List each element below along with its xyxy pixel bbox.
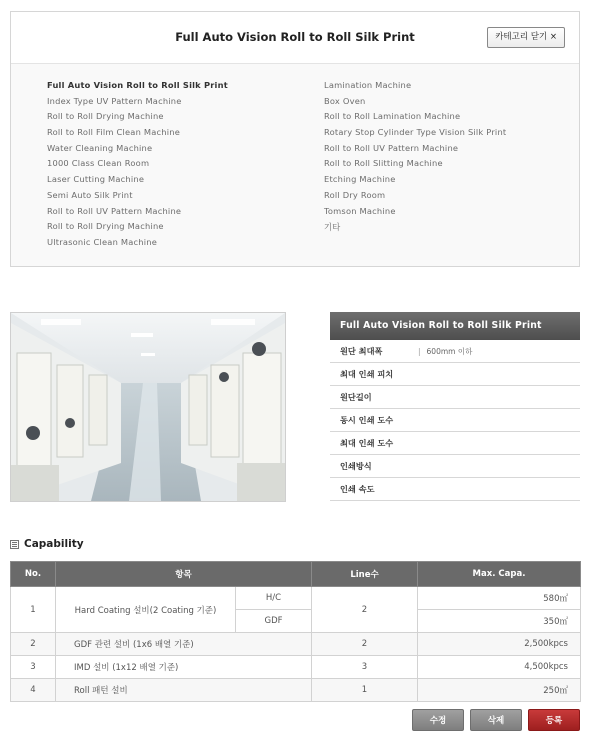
category-item[interactable]: Tomson Machine — [324, 205, 396, 216]
spec-row — [330, 386, 580, 409]
category-item[interactable]: Lamination Machine — [324, 80, 412, 90]
category-item[interactable]: Full Auto Vision Roll to Roll Silk Print — [47, 80, 228, 90]
row-capa: 4,500kpcs — [418, 656, 581, 679]
capability-table — [10, 561, 581, 702]
clean-room-image — [11, 313, 285, 501]
header-item: 항목 — [56, 562, 312, 587]
row-line: 1 — [312, 679, 418, 702]
spec-label: 원단길이 — [340, 392, 372, 402]
category-item[interactable]: Roll to Roll Drying Machine — [47, 111, 164, 122]
category-header — [11, 12, 579, 64]
spec-panel — [330, 312, 580, 501]
spec-row — [330, 432, 580, 455]
table-row — [11, 679, 581, 702]
document-icon — [10, 540, 19, 549]
row-capa: 250㎡ — [418, 679, 581, 702]
category-item[interactable]: Rotary Stop Cylinder Type Vision Silk Print — [324, 127, 507, 138]
spec-row — [330, 363, 580, 386]
category-column-right — [324, 80, 506, 237]
row-no: 4 — [11, 679, 56, 702]
product-name: Full Auto Vision Roll to Roll Silk Print — [330, 312, 580, 340]
category-item[interactable]: Laser Cutting Machine — [47, 174, 145, 185]
row-item: Roll 패턴 설비 — [56, 679, 312, 702]
category-item[interactable]: Roll to Roll Slitting Machine — [324, 158, 443, 169]
spec-row — [330, 340, 580, 363]
header-line: Line수 — [312, 562, 418, 587]
category-item[interactable]: Roll to Roll UV Pattern Machine — [324, 142, 459, 153]
table-header-row — [11, 562, 581, 587]
edit-button[interactable]: 수정 — [412, 709, 464, 731]
action-buttons — [412, 709, 580, 731]
table-row — [11, 587, 581, 610]
row-capa: 2,500kpcs — [418, 633, 581, 656]
row-sub: GDF — [236, 610, 312, 633]
spec-label: 최대 인쇄 도수 — [340, 438, 394, 448]
row-line: 2 — [312, 633, 418, 656]
category-item[interactable]: Ultrasonic Clean Machine — [47, 236, 158, 247]
row-line: 2 — [312, 587, 418, 633]
row-no: 2 — [11, 633, 56, 656]
row-no: 3 — [11, 656, 56, 679]
row-capa: 350㎡ — [418, 610, 581, 633]
spec-label: 인쇄방식 — [340, 461, 372, 471]
category-item[interactable]: Etching Machine — [324, 174, 396, 185]
spec-label: 인쇄 속도 — [340, 484, 375, 494]
category-item[interactable]: Roll to Roll Drying Machine — [47, 221, 164, 232]
capability-heading — [10, 536, 84, 552]
table-row — [11, 633, 581, 656]
category-item[interactable]: Roll to Roll Film Clean Machine — [47, 127, 181, 138]
row-sub: H/C — [236, 587, 312, 610]
spec-value-text: 600mm 이하 — [426, 347, 473, 356]
category-item[interactable]: Index Type UV Pattern Machine — [47, 95, 182, 106]
category-column-left — [47, 80, 228, 253]
table-row — [11, 656, 581, 679]
category-item[interactable]: Water Cleaning Machine — [47, 142, 153, 153]
spec-row — [330, 455, 580, 478]
spec-label: 동시 인쇄 도수 — [340, 415, 394, 425]
spec-value: | 600mm 이하 — [418, 347, 473, 356]
row-line: 3 — [312, 656, 418, 679]
spec-row — [330, 478, 580, 501]
category-item[interactable]: Semi Auto Silk Print — [47, 189, 133, 200]
category-item[interactable]: Roll to Roll UV Pattern Machine — [47, 205, 182, 216]
delete-button[interactable]: 삭제 — [470, 709, 522, 731]
row-item: IMD 설비 (1x12 배열 기준) — [56, 656, 312, 679]
row-no: 1 — [11, 587, 56, 633]
category-item[interactable]: 1000 Class Clean Room — [47, 158, 150, 169]
header-capa: Max. Capa. — [418, 562, 581, 587]
category-item[interactable]: Roll Dry Room — [324, 189, 386, 200]
category-item[interactable]: Roll to Roll Lamination Machine — [324, 111, 461, 122]
category-panel — [10, 11, 580, 267]
register-button[interactable]: 등록 — [528, 709, 580, 731]
row-capa: 580㎡ — [418, 587, 581, 610]
row-item: Hard Coating 설비(2 Coating 기준) — [56, 587, 236, 633]
spec-label: 최대 인쇄 피치 — [340, 369, 394, 379]
category-item[interactable]: 기타 — [324, 222, 341, 233]
category-list — [11, 64, 579, 266]
spec-label: 원단 최대폭 — [340, 346, 383, 356]
row-item: GDF 관련 설비 (1x6 배열 기준) — [56, 633, 312, 656]
category-item[interactable]: Box Oven — [324, 95, 366, 106]
header-no: No. — [11, 562, 56, 587]
category-title: Full Auto Vision Roll to Roll Silk Print — [175, 30, 415, 44]
product-photo — [10, 312, 286, 502]
close-category-button[interactable]: 카테고리 닫기 × — [487, 27, 565, 48]
capability-title: Capability — [24, 538, 84, 550]
spec-row — [330, 409, 580, 432]
